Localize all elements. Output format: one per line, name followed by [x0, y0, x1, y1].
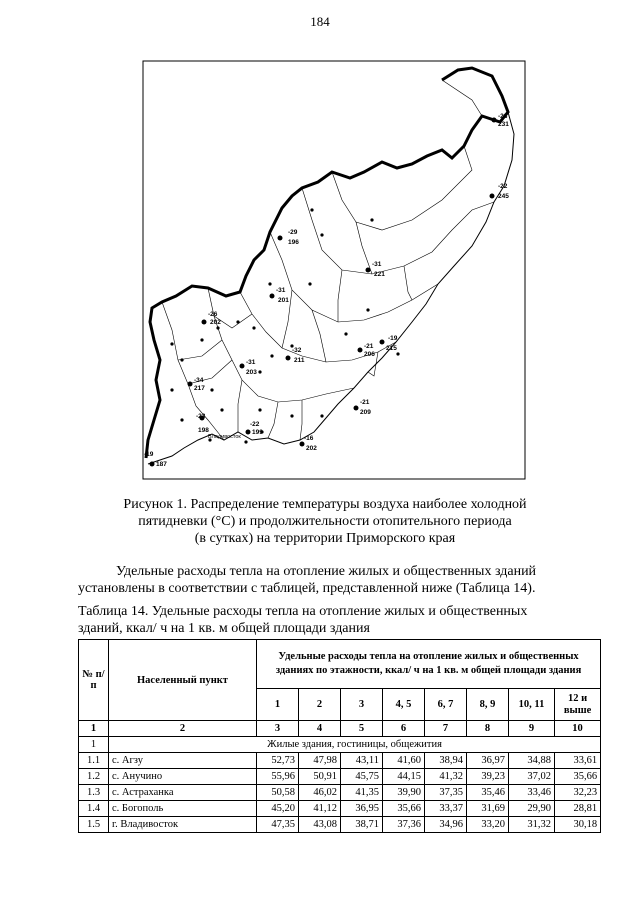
station-temp-label: -29: [288, 229, 298, 236]
col-header-place: Населенный пункт: [109, 640, 257, 721]
row-value: 55,96: [257, 769, 299, 785]
section-num: 1: [79, 737, 109, 753]
row-value: 30,18: [555, 817, 601, 833]
region-border-thick: [146, 68, 508, 458]
row-num: 1.1: [79, 753, 109, 769]
floor-header: 3: [341, 689, 383, 721]
station-temp-label: -31: [372, 261, 382, 268]
row-value: 47,98: [299, 753, 341, 769]
row-value: 43,11: [341, 753, 383, 769]
station-temp-label: -22: [498, 183, 508, 190]
map-graphic: [142, 60, 526, 480]
row-value: 35,46: [467, 785, 509, 801]
row-value: 31,32: [509, 817, 555, 833]
row-value: 33,37: [425, 801, 467, 817]
station-days-label: 196: [288, 239, 299, 246]
row-value: 32,23: [555, 785, 601, 801]
table-row: [79, 785, 601, 801]
page-number: 184: [310, 14, 330, 29]
paragraph-line: Удельные расходы тепла на отопление жилых и общественных зданий: [116, 564, 537, 579]
station-temp-label: -23: [196, 413, 206, 420]
row-value: 47,35: [257, 817, 299, 833]
station-temp-label: -32: [292, 347, 302, 354]
row-value: 44,15: [383, 769, 425, 785]
district-lines: [162, 80, 494, 440]
floor-header: 8, 9: [467, 689, 509, 721]
station-days-label: 199: [252, 429, 263, 436]
row-value: 28,81: [555, 801, 601, 817]
row-value: 39,90: [383, 785, 425, 801]
station-days-label: 202: [210, 319, 221, 326]
primorsky-map: [142, 60, 526, 480]
station-labels: [144, 113, 509, 468]
row-value: 41,60: [383, 753, 425, 769]
row-place: с. Анучино: [109, 769, 257, 785]
table-row: [79, 753, 601, 769]
station-days-label: 221: [374, 271, 385, 278]
station-temp-label: -22: [250, 421, 260, 428]
table-body: [79, 753, 601, 833]
col-header-group: Удельные расходы тепла на отопление жилых и общественных зданиях по этажности, ккал/ ч на 1 кв. м общей площади здания: [257, 640, 601, 689]
row-value: 50,58: [257, 785, 299, 801]
caption-line: Рисунок 1. Распределение температуры воздуха наиболее холодной: [123, 497, 527, 512]
station-days-label: 215: [386, 345, 397, 352]
row-value: 45,75: [341, 769, 383, 785]
row-value: 36,95: [341, 801, 383, 817]
station-temp-label: -26: [208, 311, 218, 318]
floor-header: 10, 11: [509, 689, 555, 721]
row-value: 35,66: [555, 769, 601, 785]
section-label: Жилые здания, гостиницы, общежития: [109, 737, 601, 753]
row-place: г. Владивосток: [109, 817, 257, 833]
row-value: 45,20: [257, 801, 299, 817]
row-value: 41,35: [341, 785, 383, 801]
station-temp-label: -31: [246, 359, 256, 366]
station-days-label: 217: [194, 385, 205, 392]
station-days-label: 206: [364, 351, 375, 358]
row-value: 35,66: [383, 801, 425, 817]
table-row: [79, 817, 601, 833]
table-title: [78, 603, 598, 637]
caption-line: (в сутках) на территории Приморского края: [194, 531, 456, 546]
table-row: [79, 801, 601, 817]
row-value: 50,91: [299, 769, 341, 785]
row-num: 1.5: [79, 817, 109, 833]
station-days-label: 245: [498, 193, 509, 200]
row-value: 52,73: [257, 753, 299, 769]
column-index-row: [79, 721, 601, 737]
row-value: 34,88: [509, 753, 555, 769]
row-place: с. Астраханка: [109, 785, 257, 801]
col-index: 10: [555, 721, 601, 737]
section-row: [79, 737, 601, 753]
station-days-label: 231: [498, 121, 509, 128]
col-index: 5: [341, 721, 383, 737]
body-paragraph: [78, 563, 598, 597]
row-value: 39,23: [467, 769, 509, 785]
row-value: 34,96: [425, 817, 467, 833]
station-temp-label: -16: [304, 435, 314, 442]
station-temp-label: -21: [364, 343, 374, 350]
col-header-num: № п/п: [79, 640, 109, 721]
row-place: с. Богополь: [109, 801, 257, 817]
table-title-line: Таблица 14. Удельные расходы тепла на отопление жилых и общественных: [78, 604, 528, 619]
paragraph-line: установлены в соответствии с таблицей, представленной ниже (Таблица 14).: [78, 581, 536, 596]
row-num: 1.4: [79, 801, 109, 817]
station-days-label: 201: [278, 297, 289, 304]
caption-line: пятидневки (°С) и продолжительности отопительного периода: [138, 514, 512, 529]
station-temp-label: -31: [276, 287, 286, 294]
floor-header: 2: [299, 689, 341, 721]
row-num: 1.3: [79, 785, 109, 801]
row-value: 36,97: [467, 753, 509, 769]
col-index: 3: [257, 721, 299, 737]
row-value: 33,61: [555, 753, 601, 769]
row-value: 43,08: [299, 817, 341, 833]
col-index: 7: [425, 721, 467, 737]
col-index: 4: [299, 721, 341, 737]
row-value: 31,69: [467, 801, 509, 817]
station-days-label: 211: [294, 357, 305, 364]
row-value: 41,12: [299, 801, 341, 817]
station-temp-label: -34: [194, 377, 204, 384]
col-index: 8: [467, 721, 509, 737]
table-title-line: зданий, ккал/ ч на 1 кв. м общей площади здания: [78, 621, 370, 636]
station-temp-label: -21: [360, 399, 370, 406]
row-value: 38,94: [425, 753, 467, 769]
floor-header: 1: [257, 689, 299, 721]
station-days-label: 187: [156, 461, 167, 468]
row-value: 46,02: [299, 785, 341, 801]
row-num: 1.2: [79, 769, 109, 785]
col-index: 9: [509, 721, 555, 737]
floor-header: 6, 7: [425, 689, 467, 721]
station-temp-label: -19: [388, 335, 398, 342]
row-place: с. Агзу: [109, 753, 257, 769]
station-days-label: 209: [360, 409, 371, 416]
station-temp-label: -19: [144, 451, 154, 458]
row-value: 33,46: [509, 785, 555, 801]
figure-caption: [90, 496, 560, 547]
col-index: 1: [79, 721, 109, 737]
station-days-label: 203: [246, 369, 257, 376]
row-value: 37,02: [509, 769, 555, 785]
row-value: 37,35: [425, 785, 467, 801]
col-index: 2: [109, 721, 257, 737]
heat-consumption-table: [78, 639, 601, 833]
row-value: 29,90: [509, 801, 555, 817]
row-value: 41,32: [425, 769, 467, 785]
row-value: 38,71: [341, 817, 383, 833]
city-label-vladivostok: Владивосток: [208, 434, 241, 440]
row-value: 37,36: [383, 817, 425, 833]
floor-header: 12 и выше: [555, 689, 601, 721]
station-days-label: 198: [198, 427, 209, 434]
col-index: 6: [383, 721, 425, 737]
station-temp-label: -28: [498, 113, 508, 120]
station-days-label: 202: [306, 445, 317, 452]
table-row: [79, 769, 601, 785]
floor-header: 4, 5: [383, 689, 425, 721]
row-value: 33,20: [467, 817, 509, 833]
